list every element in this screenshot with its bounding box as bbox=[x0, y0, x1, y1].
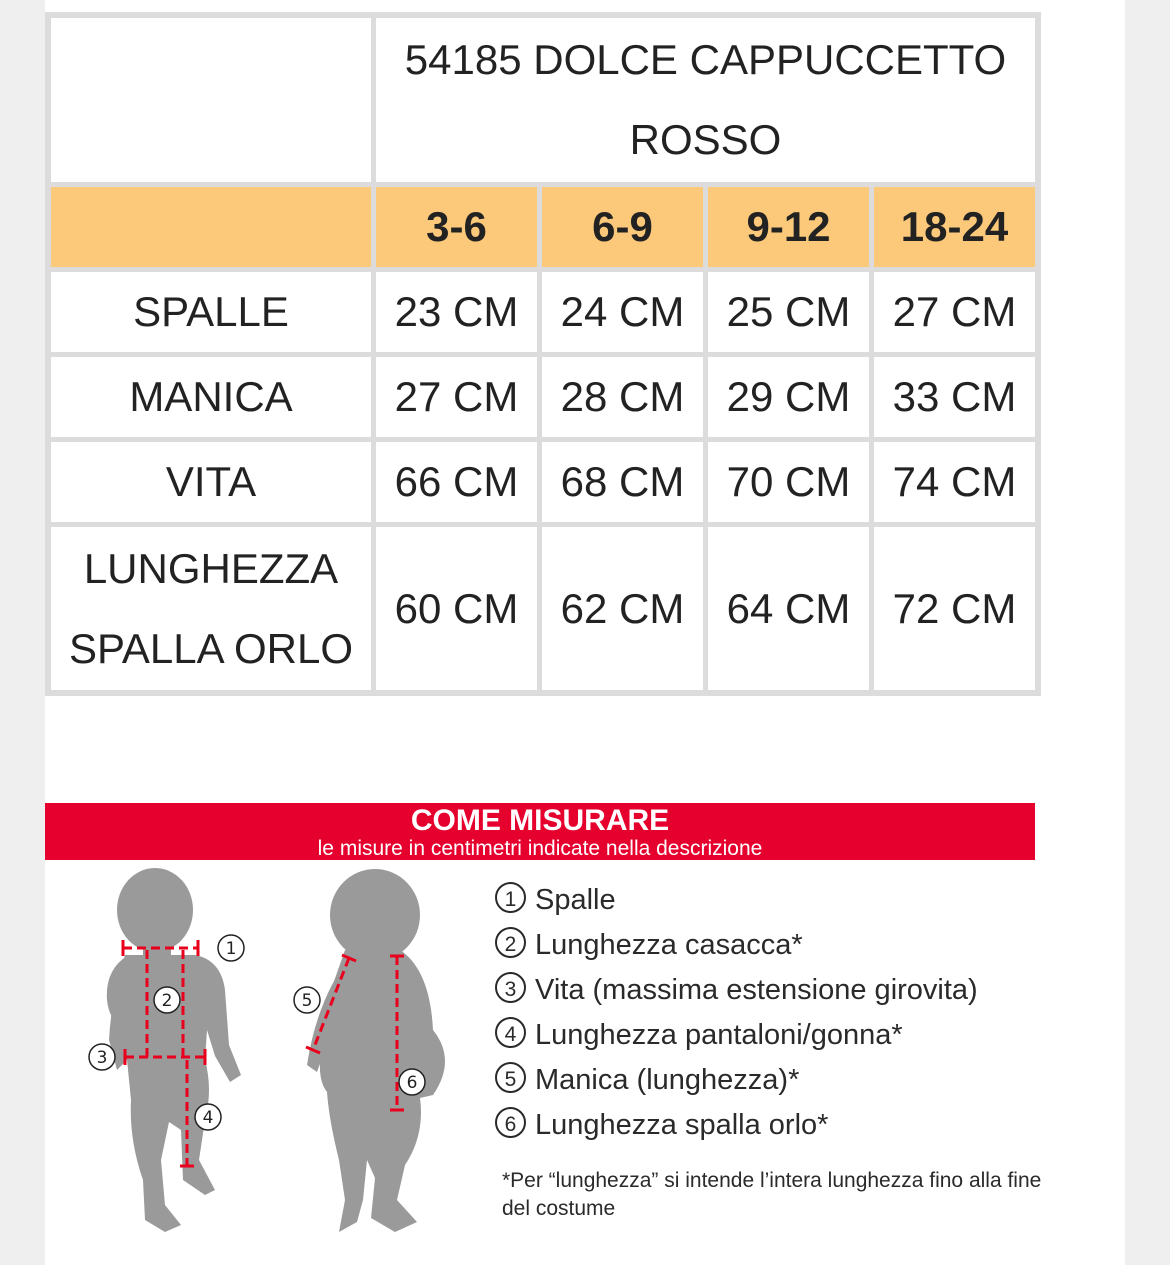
table-cell: 23 CM bbox=[376, 272, 537, 352]
table-cell: 27 CM bbox=[376, 357, 537, 437]
measurement-legend bbox=[495, 878, 1040, 1148]
table-cell: 72 CM bbox=[874, 527, 1035, 690]
table-cell: 64 CM bbox=[708, 527, 869, 690]
table-cell: 74 CM bbox=[874, 442, 1035, 522]
table-cell: 70 CM bbox=[708, 442, 869, 522]
row-label: SPALLE bbox=[51, 272, 371, 352]
row-label: LUNGHEZZA SPALLA ORLO bbox=[51, 527, 371, 690]
guide-title: COME MISURARE bbox=[410, 804, 670, 837]
table-cell: 66 CM bbox=[376, 442, 537, 522]
table-row bbox=[51, 442, 1035, 522]
table-cell: 62 CM bbox=[542, 527, 703, 690]
table-row bbox=[51, 527, 1035, 690]
legend-label: Vita (massima estensione girovita) bbox=[535, 974, 978, 1006]
number-badge: 4 bbox=[495, 1017, 526, 1048]
svg-text:2: 2 bbox=[161, 991, 173, 1011]
legend-label: Lunghezza casacca* bbox=[535, 929, 803, 961]
table-cell: 29 CM bbox=[708, 357, 869, 437]
size-header: 18-24 bbox=[874, 187, 1035, 267]
table-cell: 68 CM bbox=[542, 442, 703, 522]
measuring-guide bbox=[45, 803, 1042, 1243]
table-cell: 27 CM bbox=[874, 272, 1035, 352]
table-row bbox=[51, 272, 1035, 352]
legend-label: Lunghezza pantaloni/gonna* bbox=[535, 1019, 903, 1051]
row-label: VITA bbox=[51, 442, 371, 522]
svg-text:6: 6 bbox=[406, 1073, 418, 1093]
table-row bbox=[51, 357, 1035, 437]
number-badge: 6 bbox=[495, 1107, 526, 1138]
number-badge: 5 bbox=[495, 1062, 526, 1093]
table-cell: 28 CM bbox=[542, 357, 703, 437]
size-header: 9-12 bbox=[708, 187, 869, 267]
number-badge: 1 bbox=[495, 882, 526, 913]
child-front-silhouette bbox=[107, 868, 241, 1232]
size-header-row bbox=[51, 187, 1035, 267]
table-cell: 33 CM bbox=[874, 357, 1035, 437]
legend-item bbox=[495, 923, 1040, 968]
svg-text:1: 1 bbox=[225, 939, 237, 959]
product-title: 54185 DOLCE CAPPUCCETTO ROSSO bbox=[376, 18, 1035, 182]
table-title-row bbox=[51, 18, 1035, 182]
length-footnote: *Per “lunghezza” si intende l’intera lunghezza fino alla fine del costume bbox=[502, 1169, 1042, 1220]
legend-label: Manica (lunghezza)* bbox=[535, 1064, 800, 1096]
empty-corner-cell bbox=[51, 18, 371, 182]
table-cell: 24 CM bbox=[542, 272, 703, 352]
number-badge: 3 bbox=[495, 972, 526, 1003]
child-silhouettes-illustration bbox=[45, 860, 485, 1243]
guide-subtitle: le misure in centimetri indicate nella descrizione bbox=[317, 837, 763, 860]
child-side-silhouette bbox=[307, 869, 445, 1232]
size-chart-table bbox=[45, 12, 1041, 696]
empty-header-cell bbox=[51, 187, 371, 267]
svg-text:3: 3 bbox=[96, 1048, 108, 1068]
svg-text:4: 4 bbox=[202, 1108, 214, 1128]
legend-label: Lunghezza spalla orlo* bbox=[535, 1109, 829, 1141]
legend-item bbox=[495, 968, 1040, 1013]
legend-item bbox=[495, 1103, 1040, 1148]
svg-text:5: 5 bbox=[301, 991, 313, 1011]
legend-label: Spalle bbox=[535, 884, 616, 916]
table-cell: 25 CM bbox=[708, 272, 869, 352]
legend-item bbox=[495, 878, 1040, 923]
row-label: MANICA bbox=[51, 357, 371, 437]
table-cell: 60 CM bbox=[376, 527, 537, 690]
guide-banner bbox=[45, 803, 1035, 860]
number-badge: 2 bbox=[495, 927, 526, 958]
legend-item bbox=[495, 1058, 1040, 1103]
size-header: 6-9 bbox=[542, 187, 703, 267]
legend-item bbox=[495, 1013, 1040, 1058]
size-header: 3-6 bbox=[376, 187, 537, 267]
